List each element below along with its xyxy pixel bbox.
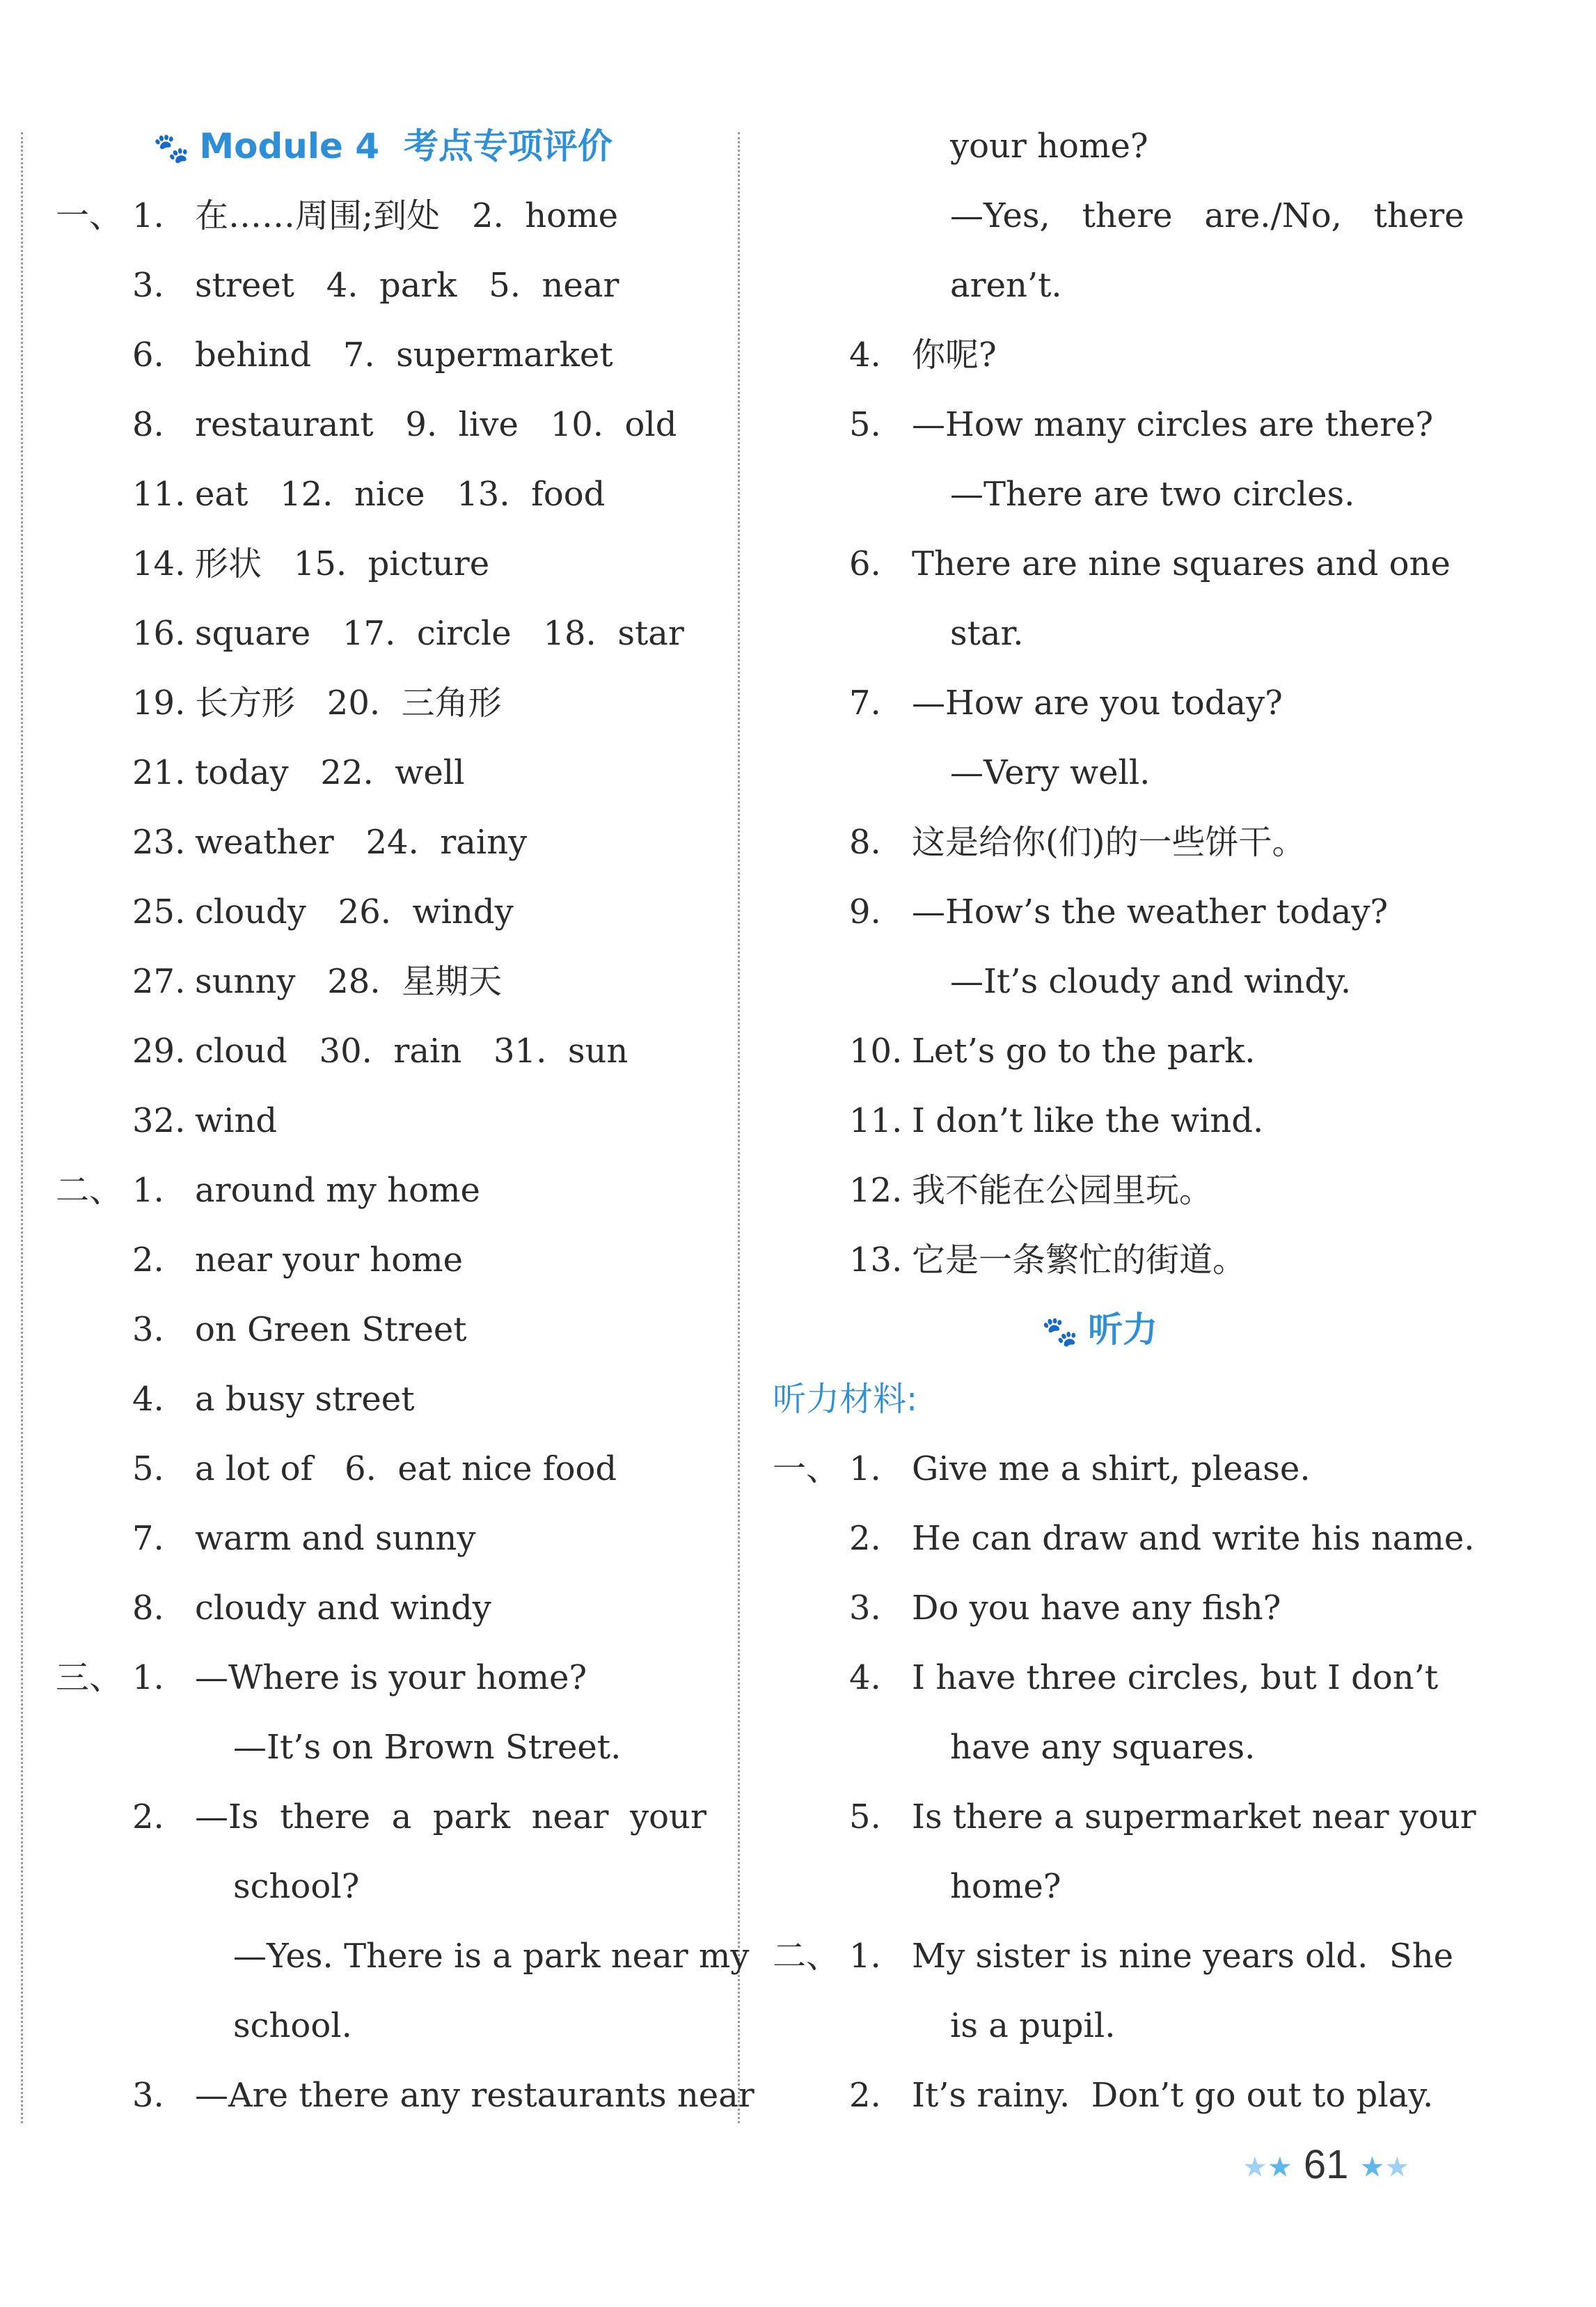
answer-text: star. xyxy=(950,614,1024,653)
answer-text: —Yes. There is a park near my xyxy=(233,1937,750,1976)
section-marker: 一、 xyxy=(773,1449,840,1488)
item-number: 4. xyxy=(849,336,881,375)
answer-text: My sister is nine years old. She xyxy=(912,1937,1454,1976)
answer-line xyxy=(773,1434,1427,1504)
answer-line xyxy=(773,111,1427,181)
answer-line xyxy=(56,1782,710,1852)
answer-text: —Very well. xyxy=(950,753,1151,792)
answer-text: I don’t like the wind. xyxy=(912,1101,1264,1140)
answer-text: home? xyxy=(950,1867,1061,1906)
answer-line xyxy=(56,1991,710,2061)
item-number: 10. xyxy=(849,1032,903,1071)
answer-text: 它是一条繁忙的街道。 xyxy=(912,1241,1247,1280)
item-number: 8. xyxy=(132,1589,164,1628)
answer-line xyxy=(56,1016,710,1086)
answer-line xyxy=(773,1504,1475,1573)
answer-line xyxy=(773,947,1427,1016)
item-number: 1. xyxy=(849,1449,881,1488)
answer-text: —How are you today? xyxy=(912,684,1283,723)
answer-line xyxy=(56,1434,710,1504)
item-number: 4. xyxy=(132,1380,164,1419)
answer-text: wind xyxy=(195,1101,278,1140)
answer-line xyxy=(56,529,710,599)
answer-line xyxy=(56,1156,710,1225)
answer-text: restaurant 9. live 10. old xyxy=(195,405,677,444)
answer-text: —How’s the weather today? xyxy=(912,892,1389,931)
item-number: 4. xyxy=(849,1658,881,1697)
answer-text: Do you have any fish? xyxy=(912,1589,1281,1628)
item-number: 5. xyxy=(849,1797,881,1836)
answer-text: weather 24. rainy xyxy=(195,823,528,862)
answer-line xyxy=(56,877,710,947)
item-number: 3. xyxy=(132,266,164,305)
module-heading-title: 考点专项评价 xyxy=(403,126,613,166)
item-number: 19. xyxy=(132,684,186,723)
star-icon: ★ xyxy=(1267,2152,1293,2183)
answer-text: 我不能在公园里玩。 xyxy=(912,1171,1213,1210)
answer-text: school? xyxy=(233,1867,360,1906)
item-number: 5. xyxy=(849,405,881,444)
section-marker: 三、 xyxy=(56,1658,123,1697)
answer-text: around my home xyxy=(195,1171,480,1210)
item-number: 13. xyxy=(849,1241,903,1280)
item-number: 7. xyxy=(849,684,881,723)
answer-text: cloud 30. rain 31. sun xyxy=(195,1032,629,1071)
answer-text: —It’s cloudy and windy. xyxy=(950,962,1352,1001)
star-icon: ★ xyxy=(1384,2152,1410,2183)
answer-text: aren’t. xyxy=(950,266,1062,305)
item-number: 29. xyxy=(132,1032,186,1071)
answer-text: square 17. circle 18. star xyxy=(195,614,684,653)
item-number: 8. xyxy=(849,823,881,862)
answer-text: —There are two circles. xyxy=(950,475,1355,514)
module-heading-prefix: Module 4 xyxy=(199,126,380,166)
answer-line xyxy=(773,1852,1427,1921)
paw-icon: 🐾 xyxy=(153,131,190,165)
answer-text: sunny 28. 星期天 xyxy=(195,962,503,1001)
item-number: 27. xyxy=(132,962,186,1001)
page-number-block xyxy=(1242,2130,1409,2200)
right-answer-list xyxy=(773,111,1464,1295)
answer-line xyxy=(773,1156,1427,1225)
answer-text: 形状 15. picture xyxy=(195,544,490,583)
answer-line xyxy=(56,1225,710,1295)
answer-line xyxy=(56,1086,710,1156)
answer-text: today 22. well xyxy=(195,753,465,792)
answer-line xyxy=(773,1225,1427,1295)
answer-text: near your home xyxy=(195,1241,464,1280)
answer-text: —Where is your home? xyxy=(195,1658,587,1697)
answer-text: Give me a shirt, please. xyxy=(912,1449,1311,1488)
item-number: 5. xyxy=(132,1449,164,1488)
item-number: 3. xyxy=(849,1589,881,1628)
answer-line xyxy=(773,808,1427,877)
answer-text: 这是给你(们)的一些饼干。 xyxy=(912,823,1306,862)
answer-line xyxy=(56,320,710,390)
answer-text: cloudy and windy xyxy=(195,1589,491,1628)
answer-line xyxy=(56,1573,710,1643)
answer-line xyxy=(773,1086,1427,1156)
section-marker: 二、 xyxy=(56,1171,123,1210)
answer-text: There are nine squares and one xyxy=(912,544,1451,583)
answer-line xyxy=(773,529,1451,599)
answer-text: Is there a supermarket near your xyxy=(912,1797,1476,1836)
answer-line xyxy=(56,668,710,738)
answer-text: have any squares. xyxy=(950,1728,1256,1767)
item-number: 11. xyxy=(849,1101,903,1140)
item-number: 2. xyxy=(849,1519,881,1558)
answer-text: cloudy 26. windy xyxy=(195,892,514,931)
answer-line xyxy=(56,251,710,320)
answer-line xyxy=(773,1991,1427,2061)
answer-text: a lot of 6. eat nice food xyxy=(195,1449,617,1488)
item-number: 32. xyxy=(132,1101,186,1140)
answer-line xyxy=(56,1364,710,1434)
answer-text: a busy street xyxy=(195,1380,415,1419)
item-number: 21. xyxy=(132,753,186,792)
item-number: 1. xyxy=(849,1937,881,1976)
item-number: 14. xyxy=(132,544,186,583)
right-column xyxy=(773,111,1476,2130)
answer-line xyxy=(773,1643,1439,1712)
answer-text: behind 7. supermarket xyxy=(195,336,613,375)
answer-line xyxy=(773,181,1464,251)
item-number: 1. xyxy=(132,1658,164,1697)
section-marker: 一、 xyxy=(56,196,123,235)
left-answer-list xyxy=(56,181,754,2130)
answer-text: Let’s go to the park. xyxy=(912,1032,1256,1071)
answer-text: 你呢? xyxy=(912,336,997,375)
item-number: 7. xyxy=(132,1519,164,1558)
section-marker: 二、 xyxy=(773,1937,840,1976)
answer-line xyxy=(56,808,710,877)
answer-text: —Yes, there are./No, there xyxy=(950,196,1464,235)
answer-text: 长方形 20. 三角形 xyxy=(195,684,502,723)
answer-line xyxy=(56,599,710,668)
module-heading xyxy=(56,111,710,181)
answer-line xyxy=(773,738,1427,808)
answer-line xyxy=(56,181,710,251)
answer-line xyxy=(56,1852,710,1921)
item-number: 6. xyxy=(849,544,881,583)
item-number: 2. xyxy=(849,2076,881,2115)
answer-text: He can draw and write his name. xyxy=(912,1519,1475,1558)
item-number: 9. xyxy=(849,892,881,931)
answer-line xyxy=(56,1643,710,1712)
item-number: 8. xyxy=(132,405,164,444)
answer-line xyxy=(56,1504,710,1573)
answer-text: eat 12. nice 13. food xyxy=(195,475,606,514)
item-number: 2. xyxy=(132,1241,164,1280)
answer-line xyxy=(56,1295,710,1364)
answer-line xyxy=(773,2061,1434,2130)
answer-line xyxy=(56,947,710,1016)
answer-line xyxy=(773,320,1427,390)
star-icon: ★ xyxy=(1242,2152,1267,2183)
answer-text: It’s rainy. Don’t go out to play. xyxy=(912,2076,1434,2115)
left-margin-divider xyxy=(21,132,23,2123)
answer-text: —Is there a park near your xyxy=(195,1797,706,1836)
item-number: 2. xyxy=(132,1797,164,1836)
listening-material-list xyxy=(773,1434,1476,2130)
item-number: 3. xyxy=(132,2076,164,2115)
item-number: 1. xyxy=(132,1171,164,1210)
answer-text: 在……周围;到处 2. home xyxy=(195,196,618,235)
answer-line xyxy=(773,599,1427,668)
answer-line xyxy=(56,738,710,808)
answer-line xyxy=(773,1712,1427,1782)
answer-line xyxy=(773,251,1427,320)
page-number: 61 xyxy=(1303,2142,1349,2187)
answer-line xyxy=(56,2061,754,2130)
item-number: 23. xyxy=(132,823,186,862)
answer-line xyxy=(773,1573,1427,1643)
item-number: 1. xyxy=(132,196,164,235)
star-icon: ★ xyxy=(1359,2152,1385,2183)
item-number: 6. xyxy=(132,336,164,375)
answer-line xyxy=(773,1782,1476,1852)
item-number: 25. xyxy=(132,892,186,931)
answer-text: your home? xyxy=(950,127,1148,166)
item-number: 16. xyxy=(132,614,186,653)
answer-text: street 4. park 5. near xyxy=(195,266,619,305)
answer-line xyxy=(56,459,710,529)
answer-text: —Are there any restaurants near xyxy=(195,2076,754,2115)
answer-text: school. xyxy=(233,2006,352,2045)
left-column xyxy=(56,111,754,2130)
listening-heading xyxy=(773,1295,1427,1364)
answer-text: —It’s on Brown Street. xyxy=(233,1728,622,1767)
listening-material-label: 听力材料: xyxy=(773,1380,918,1419)
answer-line xyxy=(56,390,710,459)
answer-text: warm and sunny xyxy=(195,1519,476,1558)
listening-heading-text: 听力 xyxy=(1088,1309,1158,1350)
answer-text: on Green Street xyxy=(195,1310,467,1349)
answer-line xyxy=(56,1712,710,1782)
column-divider xyxy=(738,132,740,2123)
answer-line xyxy=(773,1016,1427,1086)
item-number: 3. xyxy=(132,1310,164,1349)
paw-icon: 🐾 xyxy=(1041,1314,1079,1348)
answer-text: is a pupil. xyxy=(950,2006,1116,2045)
answer-line xyxy=(56,1921,750,1991)
item-number: 11. xyxy=(132,475,186,514)
answer-line xyxy=(773,877,1427,947)
answer-text: I have three circles, but I don’t xyxy=(912,1658,1439,1697)
answer-line xyxy=(773,390,1434,459)
item-number: 12. xyxy=(849,1171,903,1210)
answer-text: —How many circles are there? xyxy=(912,405,1434,444)
answer-line xyxy=(773,459,1427,529)
answer-line xyxy=(773,1921,1454,1991)
answer-line xyxy=(773,668,1427,738)
